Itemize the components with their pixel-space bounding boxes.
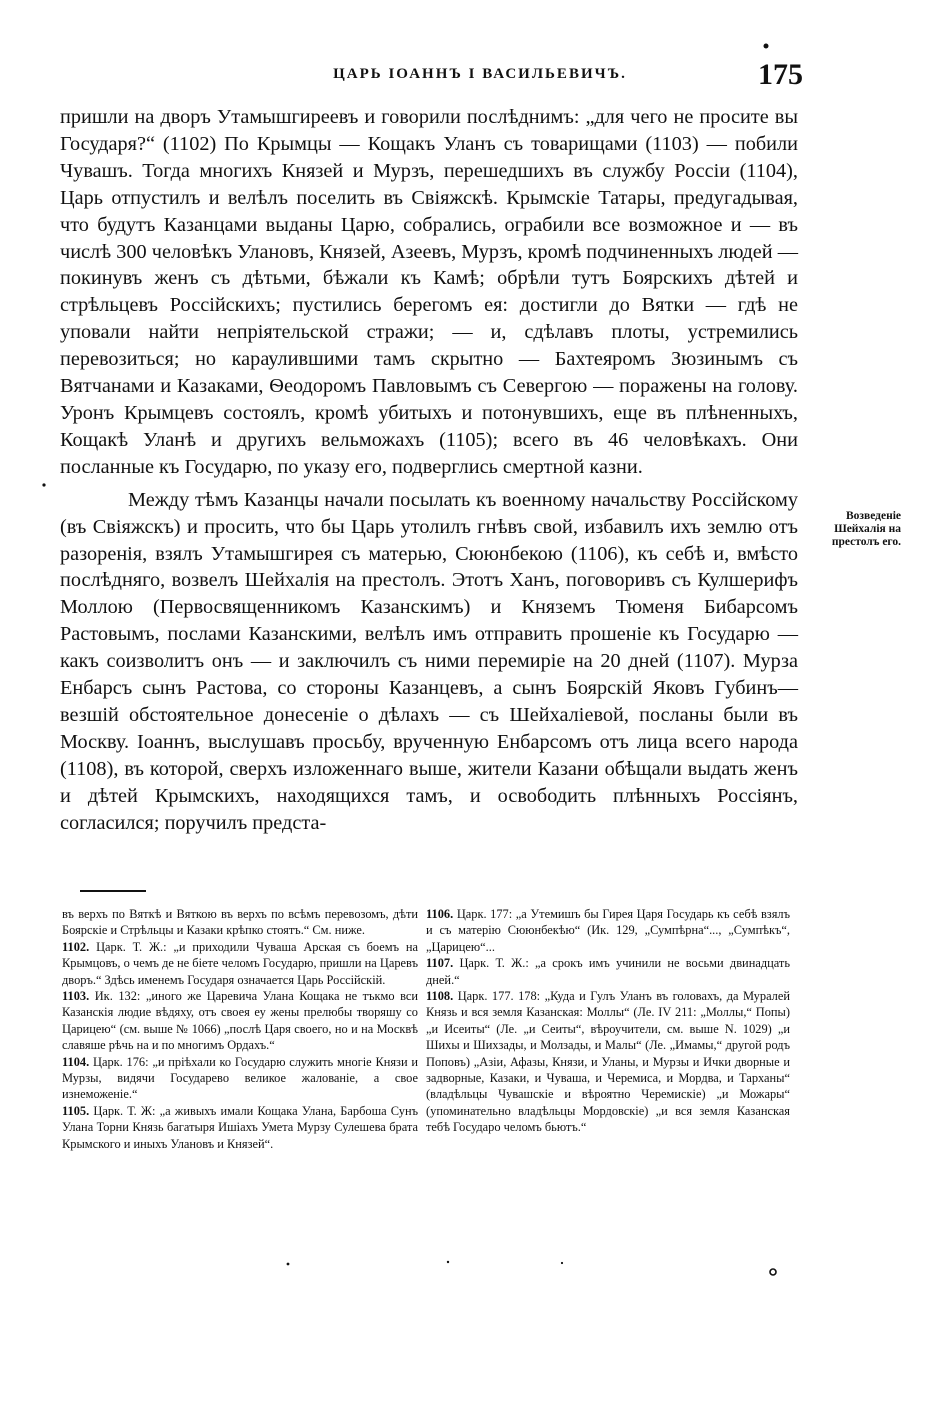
footnote-text: Ик. 132: „иного же Царевича Улана Кощака не тъкмо вси Казанскія людие вѣдяху, отъ своея еу жены прелюбы творяшу со Царицею“ (см. выше № 1066) „послѣ Царя своего, но и на Москвѣ славяше рѣчь на и по многимъ Ордахъ.“ — [62, 989, 418, 1053]
footnote-text: въ верхъ по Вяткѣ и Вяткою въ верхъ по всѣмъ перевозомъ, дѣти Боярскіе и Стрѣльцы и Казаки крѣпко стоятъ.“ См. ниже. — [62, 907, 418, 938]
footnote-number: 1104. — [62, 1054, 90, 1069]
ink-speck — [764, 44, 769, 49]
footnote-number: 1102. — [62, 939, 90, 954]
footnote-number: 1105. — [62, 1103, 90, 1118]
footnote-number: 1108. — [426, 989, 454, 1004]
margin-note: Возведеніе Шейхалія на престолъ его. — [831, 510, 901, 548]
footnote-text: Царк. 177: „а Утемишъ бы Гирея Царя Государь къ себѣ взялъ и съ матерію Сююнбекѣю“ (Ик. 129, „Сумпѣрна“..., „Сумпѣкъ“, „Царицею“... — [426, 907, 790, 954]
footnote-text: Царк. Т. Ж.: „а срокъ имъ учинили не восьми двинадцать дней.“ — [426, 956, 791, 987]
footnote-text: Царк. 177. 178: „Куда и Гулъ Уланъ въ головахъ, да Муралей Князь и вся земля Казанская: Моллы“ (Ле. IV 211: „Моллы,“ Попы) „и Исеиты“ (Ле. „и Сеиты“, вѣроучители, см. выше N. 1029) „и Шихы и Шихзады, и Молзады, и Малы“ (Ле. „Имамы,“ другой родъ Поповъ) „Азіи, Афазы, Князи, и Уланы, и Мурзы и Ички дворные и задворные, Казаки, и Чуваша, и Черемиса, и Мордва, и Тарханы“ (владѣльцы Чувашскіе и вѣроятно Черемискіе) „и Можары“ (упоминательно владѣльцы Мордовскіе) „и вся земля Казанская тебѣ Государо челомъ бьютъ.“ — [426, 989, 790, 1135]
page-number: 175 — [758, 58, 803, 91]
ink-speck — [42, 483, 45, 486]
footnote-number: 1107. — [426, 956, 454, 971]
footnote-number: 1106. — [426, 907, 454, 921]
ink-speck — [561, 1262, 563, 1264]
ink-speck — [770, 1269, 776, 1275]
ink-speck — [287, 1263, 290, 1266]
paragraph-1: пришли на дворъ Утамышгиреевъ и говорили послѣднимъ: „для чего не просите вы Государя?“ (1102) По Крымцы — Кощакъ Уланъ съ товарищами (1103) — побили Чувашъ. Тогда многихъ Князей и Мурзъ, перешедшихъ въ службу Россіи (1104), Царь отпустилъ и велѣлъ поселить въ Свіяжскѣ. Крымскіе Татары, предугадывая, что будутъ Казанцами выданы Царю, собрались, ограбили все возможное и — въ числѣ 300 человѣкъ Улановъ, Князей, Азеевъ, Мурзъ, кромѣ подчиненныхъ людей — покинувъ женъ съ дѣтьми, бѣжали къ Камѣ; обрѣли тутъ Боярскихъ дѣтей и стрѣльцевъ Россійскихъ; пустились берегомъ ея: достигли до Вятки — гдѣ не уповали найти непріятельской стражи; — и, сдѣлавъ плоты, устремились перевозиться; но караулившими тамъ скрытно — Бахтеяромъ Зюзинымъ съ Вятчанами и Казаками, Ѳеодоромъ Павловымъ съ Севергою — поражены на голову. Уронъ Крымцевъ состоялъ, кромѣ убитыхъ и потонувшихъ, еще въ плѣненныхъ, Кощакѣ Уланѣ и другихъ вельможахъ (1105); всего въ 46 человѣкахъ. Они посланные къ Государю, по указу его, подверглись смертной казни. — [60, 106, 798, 478]
paragraph-2: Между тѣмъ Казанцы начали посылать къ военному начальству Россійскому (въ Свіяжскъ) и просить, что бы Царь утолилъ гнѣвъ свой, избавилъ ихъ землю отъ разоренія, взялъ Утамышгирея съ матерью, Сююнбекою (1106), къ себѣ и, вмѣсто послѣдняго, возвелъ Шейхалія на престолъ. Этотъ Ханъ, поговоривъ съ Кулшерифъ Моллою (Первосвященникомъ Казанскимъ) и Княземъ Тюменя Бибарсомъ Растовымъ, послами Казанскими, велѣлъ имъ отправить прошеніе къ Государю — какъ соизволитъ онъ — и заключилъ съ ними перемиріе на 20 дней (1107). Мурза Енбарсъ сынъ Растова, со стороны Казанцевъ, а сынъ Боярскій Яковъ Губинъ— везшій обстоятельное донесеніе о дѣлахъ — съ Шейхаліевой, посланы были въ Москву. Іоаннъ, выслушавъ просьбу, врученную Енбарсомъ отъ лица всего народа (1108), въ которой, сверхъ изложеннаго выше, жители Казани обѣщали выдать женъ и дѣтей Крымскихъ, находящихся тамъ, и освободить плѣнныхъ Россіянъ, согласился; поручилъ предста- — [60, 488, 798, 834]
footnote-text: Царк. Т. Ж.: „и приходили Чуваша Арская съ боемъ на Крымцовъ, о чемъ де не біете челомъ Государю, пришли на Царевъ дворъ.“ Здѣсь именемъ Государя означается Царь Россійскій. — [62, 939, 418, 987]
footnote-text: Царк. 176: „и пріѣхали ко Государю служить многіе Князи и Мурзы, видячи Государево великое жалованіе, а свое изнеможеніе.“ — [62, 1054, 418, 1102]
ink-speck — [447, 1261, 449, 1263]
footnote-number: 1103. — [62, 989, 90, 1004]
running-title: ЦАРЬ ІОАННЪ І ВАСИЛЬЕВИЧЪ. — [333, 66, 627, 82]
footnote-text: Царк. Т. Ж: „а живыхъ имали Кощака Улана, Барбоша Сунъ Улана Торни Князь багатыря Ишіахъ Умета Мурзу Сулешева брата Крымского и иныхъ Улановъ и Князей“. — [62, 1103, 418, 1151]
